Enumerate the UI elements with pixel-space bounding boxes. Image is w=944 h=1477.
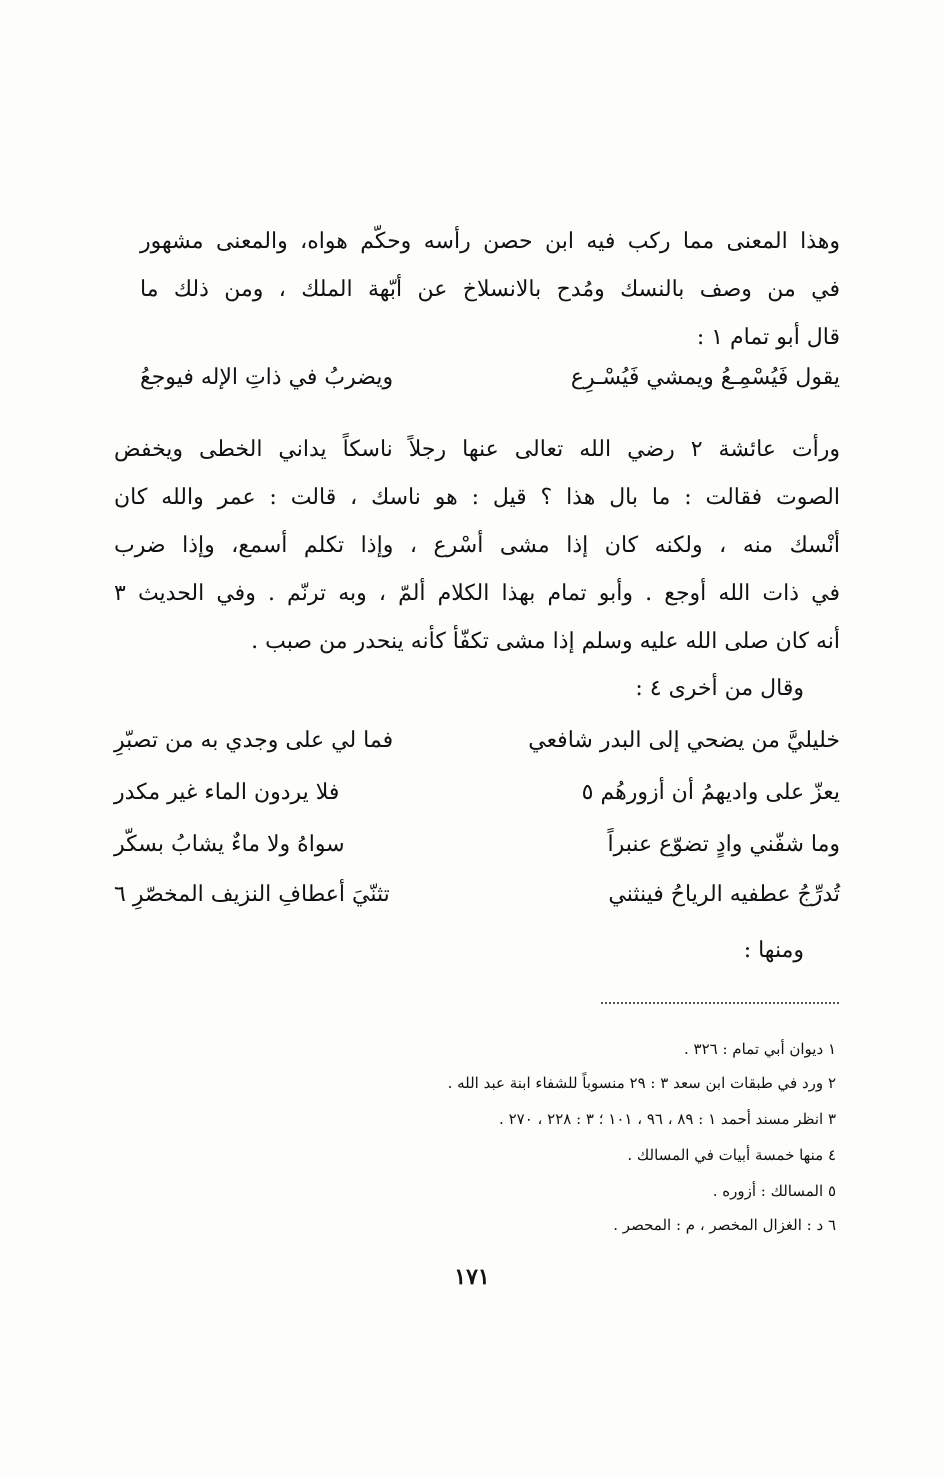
poem-verse-3: [114, 832, 840, 872]
verse-single-second-hemistich: ويضربُ في ذاتِ الإله فيوجعُ: [140, 365, 394, 390]
poem-verse-1-second-hemistich: فما لي على وجدي به من تصبّرِ: [114, 728, 394, 753]
footnote-4: ٤ منها خمسة أبيات في المسالك .: [627, 1146, 836, 1164]
poem-verse-2-second-hemistich: فلا يردون الماء غير مكدر: [114, 780, 340, 805]
footnote-separator: [601, 1002, 839, 1004]
footnote-5: ٥ المسالك : أزوره .: [712, 1182, 836, 1200]
verse-single: [140, 365, 840, 405]
page-number: ١٧١: [454, 1264, 490, 1290]
poem-verse-4-first-hemistich: تُدرِّجُ عطفيه الرياحُ فينثني: [608, 882, 840, 907]
paragraph-1-line-2: في من وصف بالنسك ومُدح بالانسلاخ عن أبّهة الملك ، ومن ذلك ما: [140, 277, 840, 302]
footnote-2: ٢ ورد في طبقات ابن سعد ٣ : ٢٩ منسوباً للشفاء ابنة عبد الله .: [447, 1074, 836, 1092]
verse-single-first-hemistich: يقول فَيُسْمِـعُ ويمشي فَيُسْـرِع: [570, 365, 840, 390]
paragraph-2-line-5: أنه كان صلى الله عليه وسلم إذا مشى تكفّأ كأنه ينحدر من صبب .: [251, 629, 840, 654]
intro-line-3: ومنها :: [743, 938, 804, 963]
footnote-3: ٣ انظر مسند أحمد ١ : ٨٩ ، ٩٦ ، ١٠١ ؛ ٣ : ٢٢٨ ، ٢٧٠ .: [499, 1110, 836, 1128]
footnote-6: ٦ د : الغزال المخصر ، م : المحصر .: [613, 1216, 836, 1234]
poem-verse-4-second-hemistich: تثنّيَ أعطافِ النزيف المخصّرِ ٦: [114, 882, 390, 907]
poem-verse-3-first-hemistich: وما شفّني وادٍ تضوّع عنبراً: [607, 832, 840, 857]
paragraph-1-line-3: قال أبو تمام ١ :: [696, 325, 840, 350]
poem-verse-4: [114, 882, 840, 922]
paragraph-2-line-2: الصوت فقالت : ما بال هذا ؟ قيل : هو ناسك ، قالت : عمر والله كان: [114, 485, 840, 510]
paragraph-1-line-1: وهذا المعنى مما ركب فيه ابن حصن رأسه وحكّم هواه، والمعنى مشهور: [140, 229, 840, 254]
paragraph-2: [114, 426, 840, 666]
poem-verse-2-first-hemistich: يعزّ على واديهمُ أن أزورهُم ٥: [581, 780, 840, 805]
poem-verse-1: [114, 728, 840, 768]
paragraph-2-line-1: ورأت عائشة ٢ رضي الله تعالى عنها رجلاً ناسكاً يداني الخطى ويخفض: [114, 437, 840, 462]
poem-verse-2: [114, 780, 840, 820]
poem-verse-3-second-hemistich: سواهُ ولا ماءٌ يشابُ بسكّر: [114, 832, 345, 857]
intro-line-2: وقال من أخرى ٤ :: [635, 676, 804, 701]
paragraph-2-line-4: في ذات الله أوجع . وأبو تمام بهذا الكلام ألمّ ، وبه ترنّم . وفي الحديث ٣: [114, 581, 840, 606]
paragraph-2-line-3: أنْسك منه ، ولكنه كان إذا مشى أسْرع ، وإذا تكلم أسمع، وإذا ضرب: [114, 533, 840, 558]
poem-verse-1-first-hemistich: خليليَّ من يضحي إلى البدر شافعي: [528, 728, 840, 753]
footnote-1: ١ ديوان أبي تمام : ٣٢٦ .: [683, 1040, 836, 1058]
paragraph-1: [140, 218, 840, 362]
